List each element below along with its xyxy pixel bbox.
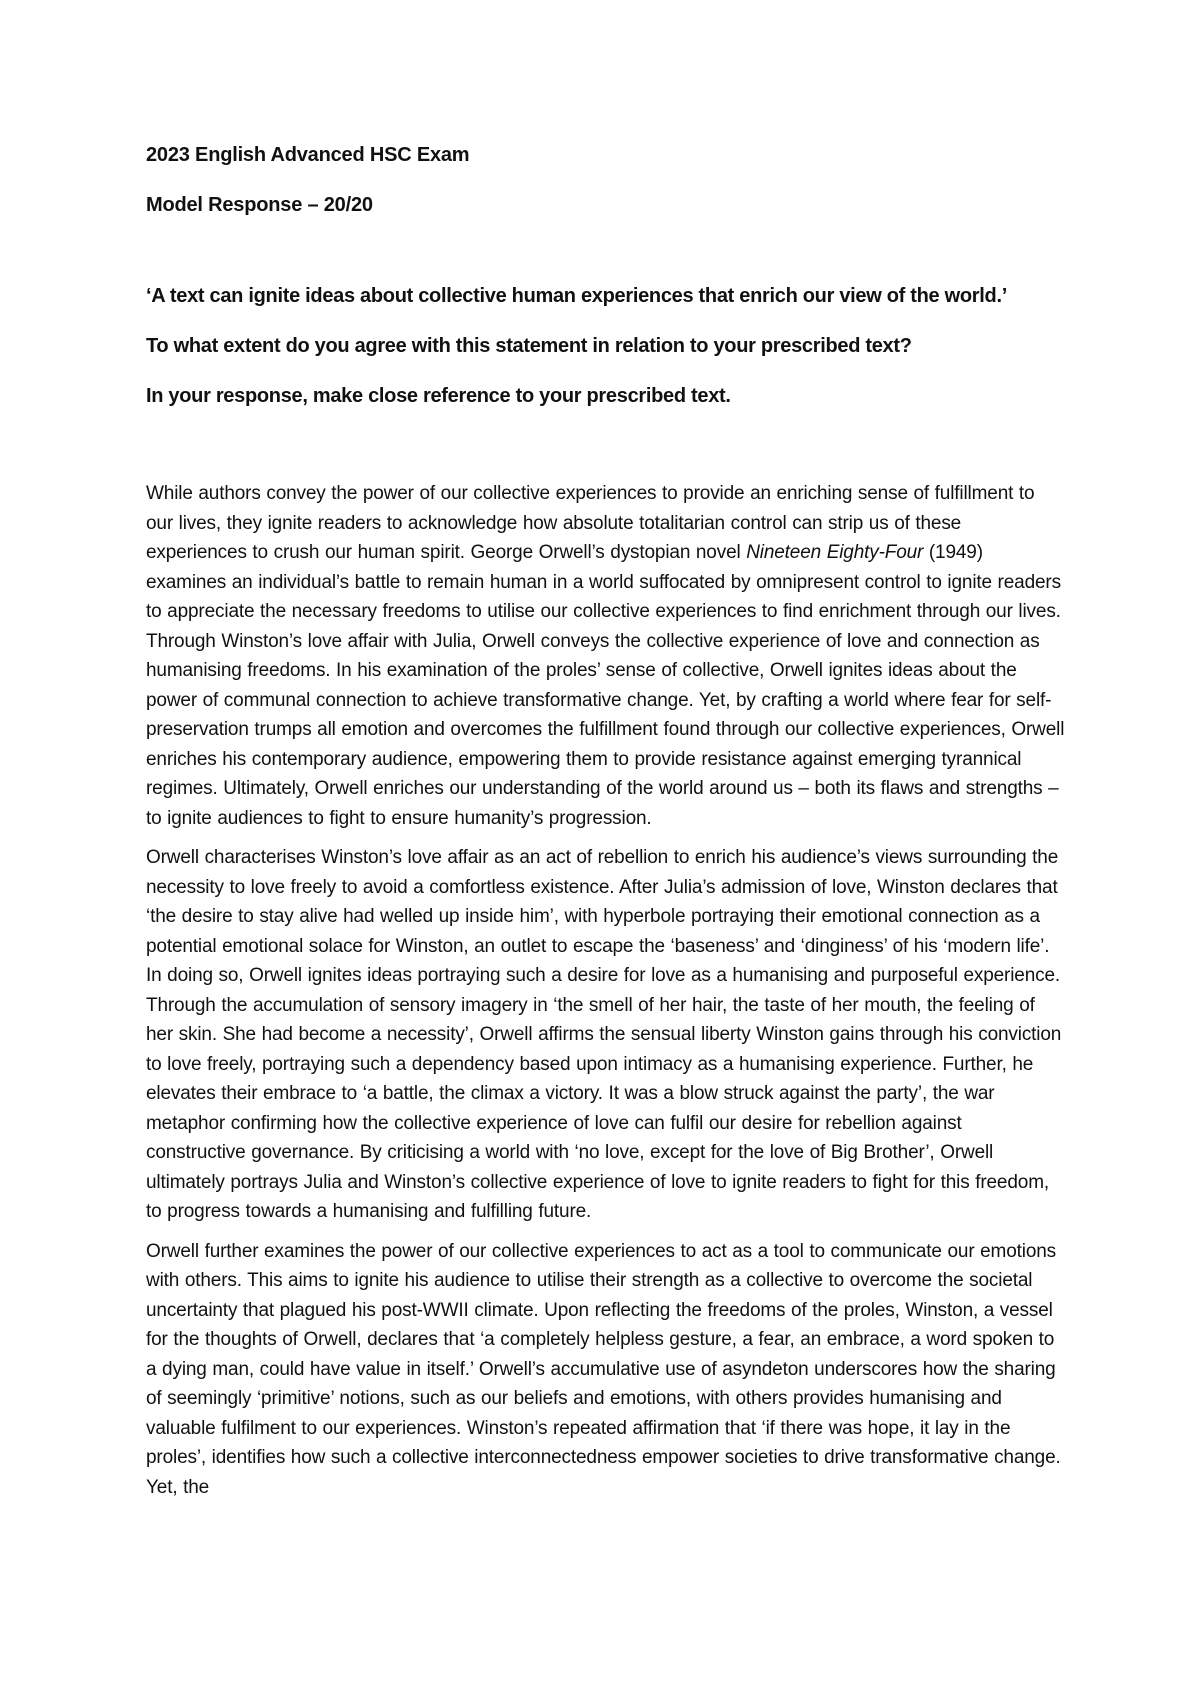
introduction-paragraph <box>146 479 1066 833</box>
document-subtitle: Model Response – 20/20 <box>146 194 373 216</box>
document-title: 2023 English Advanced HSC Exam <box>146 144 470 166</box>
body-paragraph-1: Orwell characterises Winston’s love affair as an act of rebellion to enrich his audience’s views surrounding the necessity to love freely to avoid a comfortless existence. After Julia’s admission of love, Winston declares that ‘the desire to stay alive had welled up inside him’, with hyperbole portraying their emotional connection as a potential emotional solace for Winston, an outlet to escape the ‘baseness’ and ‘dinginess’ of his ‘modern life’. In doing so, Orwell ignites ideas portraying such a desire for love as a humanising and purposeful experience. Through the accumulation of sensory imagery in ‘the smell of her hair, the taste of her mouth, the feeling of her skin. She had become a necessity’, Orwell affirms the sensual liberty Winston gains through his conviction to love freely, portraying such a dependency based upon intimacy as a humanising experience. Further, he elevates their embrace to ‘a battle, the climax a victory. It was a blow struck against the party’, the war metaphor confirming how the collective experience of love can fulfil our desire for rebellion against constructive governance. By criticising a world with ‘no love, except for the love of Big Brother’, Orwell ultimately portrays Julia and Winston’s collective experience of love to ignite readers to fight for this freedom, to progress towards a humanising and fulfilling future. <box>146 847 1062 1222</box>
question-quote: ‘A text can ignite ideas about collective human experiences that enrich our view of the world.’ <box>146 285 1007 307</box>
question-instruction: In your response, make close reference to your prescribed text. <box>146 385 731 407</box>
document-content <box>146 142 1066 1512</box>
question-prompt: To what extent do you agree with this statement in relation to your prescribed text? <box>146 335 912 357</box>
intro-text-after: (1949) examines an individual’s battle to remain human in a world suffocated by omnipresent control to ignite readers to appreciate the necessary freedoms to utilise our collective experiences to find enrichment through our lives. Through Winston’s love affair with Julia, Orwell conveys the collective experience of love and connection as humanising freedoms. In his examination of the proles’ sense of collective, Orwell ignites ideas about the power of communal connection to achieve transformative change. Yet, by crafting a world where fear for self-preservation trumps all emotion and overcomes the fulfillment found through our collective experiences, Orwell enriches his contemporary audience, empowering them to provide resistance against emerging tyrannical regimes. Ultimately, Orwell enriches our understanding of the world around us – both its flaws and strengths – to ignite audiences to fight to ensure humanity’s progression. <box>146 542 1065 829</box>
body-paragraph-2: Orwell further examines the power of our collective experiences to act as a tool to communicate our emotions with others. This aims to ignite his audience to utilise their strength as a collective to overcome the societal uncertainty that plagued his post-WWII climate. Upon reflecting the freedoms of the proles, Winston, a vessel for the thoughts of Orwell, declares that ‘a completely helpless gesture, a fear, an embrace, a word spoken to a dying man, could have value in itself.’ Orwell’s accumulative use of asyndeton underscores how the sharing of seemingly ‘primitive’ notions, such as our beliefs and emotions, with others provides humanising and valuable fulfilment to our experiences. Winston’s repeated affirmation that ‘if there was hope, it lay in the proles’, identifies how such a collective interconnectedness empower societies to drive transformative change. Yet, the <box>146 1240 1061 1498</box>
novel-title: Nineteen Eighty-Four <box>746 542 924 563</box>
intro-text-before: While authors convey the power of our collective experiences to provide an enriching sense of fulfillment to our lives, they ignite readers to acknowledge how absolute totalitarian control can strip us of these experiences to crush our human spirit. George Orwell’s dystopian novel <box>146 483 1035 563</box>
